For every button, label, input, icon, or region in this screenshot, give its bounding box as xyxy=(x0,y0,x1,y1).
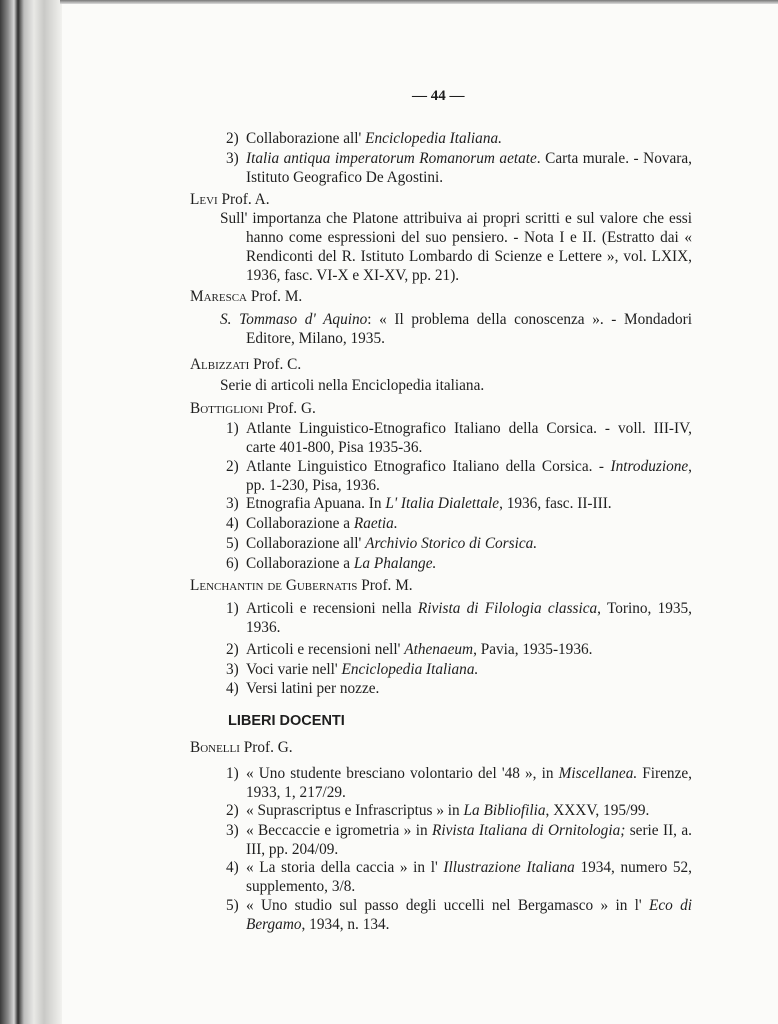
item-number: 3) xyxy=(226,661,239,678)
item-number: 4) xyxy=(226,859,239,876)
italic-title: La Phalange. xyxy=(353,555,437,572)
bibliography-paragraph xyxy=(220,310,692,348)
author-heading xyxy=(190,190,690,209)
italic-title: L' Italia Dialettale xyxy=(385,495,500,512)
bibliography-item xyxy=(226,801,692,820)
author-heading xyxy=(190,738,690,757)
section-heading: LIBERI DOCENTI xyxy=(228,713,345,729)
bibliography-item xyxy=(226,764,692,802)
author-title: Prof. A. xyxy=(217,191,270,208)
italic-title: Raetia. xyxy=(353,515,398,532)
italic-title: Rivista Italiana di Ornitologia; xyxy=(432,822,626,839)
text-segment: , 1934, n. 134. xyxy=(301,916,390,933)
item-number: 3) xyxy=(226,495,239,512)
item-number: 2) xyxy=(226,641,239,658)
author-title: Prof. G. xyxy=(263,400,316,417)
text-segment: , XXXV, 195/99. xyxy=(545,802,650,819)
scan-binding-edge xyxy=(0,0,62,1024)
bibliography-item xyxy=(226,514,692,533)
bibliography-item xyxy=(226,419,692,457)
text-segment: « Uno studio sul passo degli uccelli nel Bergamasco » in l' xyxy=(246,897,649,914)
item-number: 1) xyxy=(226,600,239,617)
bibliography-item xyxy=(226,534,692,553)
italic-title: Introduzione xyxy=(610,458,689,475)
text-segment: 1934, numero 52, supplemento, 3/8. xyxy=(246,859,692,895)
text-segment: , pp. 1-230, Pisa, 1936. xyxy=(246,458,692,494)
bibliography-item xyxy=(226,457,692,495)
author-name: Albizzati xyxy=(190,356,250,373)
scan-top-edge xyxy=(60,0,778,4)
author-title: Prof. M. xyxy=(247,288,303,305)
text-segment: Atlante Linguistico-Etnografico Italiano della Corsica. - voll. III-IV, carte 401-800, Pisa 1935-36. xyxy=(246,420,692,456)
text-segment: Collaborazione all' xyxy=(246,130,366,147)
item-number: 5) xyxy=(226,897,239,914)
text-segment: « Suprascriptus e Infrascriptus » in xyxy=(246,802,464,819)
author-name: Levi xyxy=(190,191,218,208)
text-segment: Voci varie nell' xyxy=(246,661,342,678)
author-heading xyxy=(190,576,690,595)
italic-title: La Bibliofilia xyxy=(463,802,546,819)
italic-title: Rivista di Filologia classica xyxy=(417,600,598,617)
item-number: 1) xyxy=(226,765,239,782)
author-title: Prof. C. xyxy=(249,356,302,373)
italic-title: Italia antiqua imperatorum Romanorum aetate xyxy=(246,150,537,167)
bibliography-item xyxy=(226,858,692,896)
text-segment: , 1936, fasc. II-III. xyxy=(499,495,612,512)
text-segment: , Torino, 1935, 1936. xyxy=(246,600,692,636)
item-number: 5) xyxy=(226,535,239,552)
italic-title: Enciclopedia Italiana. xyxy=(341,661,479,678)
text-segment: « La storia della caccia » in l' xyxy=(246,859,444,876)
page-number: — 44 — xyxy=(412,88,465,104)
author-title: Prof. G. xyxy=(239,739,293,756)
italic-title: Miscellanea. xyxy=(558,765,638,782)
author-name: Maresca xyxy=(190,288,247,305)
italic-title: Enciclopedia Italiana. xyxy=(365,130,502,147)
bibliography-item xyxy=(226,494,692,513)
text-segment: Articoli e recensioni nell' xyxy=(246,641,405,658)
text-segment: Firenze, 1933, 1, 217/29. xyxy=(246,765,692,801)
bibliography-item xyxy=(226,896,692,934)
item-number: 2) xyxy=(226,802,239,819)
bibliography-item xyxy=(226,679,692,698)
item-number: 1) xyxy=(226,420,239,437)
italic-title: S. Tommaso d' Aquino xyxy=(220,311,368,328)
text-segment: Atlante Linguistico Etnografico Italiano della Corsica. - xyxy=(246,458,611,475)
text-segment: Serie di articoli nella Enciclopedia italiana. xyxy=(220,377,485,394)
text-segment: Collaborazione all' xyxy=(246,535,366,552)
text-segment: Sull' importanza che Platone attribuiva ai propri scritti e sul valore che essi hanno come espressioni del suo pensiero. - Nota I e II. (Estratto dai « Rendiconti del R. Istituto Lombardo di Scienze e Lettere », vol. LXIX, 1936, fasc. VI-X e XI-XV, pp. 21). xyxy=(220,210,692,284)
text-segment: Etnografia Apuana. In xyxy=(246,495,386,512)
author-heading xyxy=(190,287,690,306)
text-segment: . Carta murale. - Novara, Istituto Geografico De Agostini. xyxy=(246,150,692,186)
text-segment: « Beccaccie e igrometria » in xyxy=(246,822,432,839)
item-number: 3) xyxy=(226,150,239,167)
text-segment: Articoli e recensioni nella xyxy=(246,600,418,617)
bibliography-paragraph xyxy=(220,209,692,285)
author-name: Lenchantin de Gubernatis xyxy=(190,577,358,594)
item-number: 3) xyxy=(226,822,239,839)
author-name: Bottiglioni xyxy=(190,400,264,417)
bibliography-item xyxy=(226,599,692,637)
bibliography-item xyxy=(226,660,692,679)
text-segment: Versi latini per nozze. xyxy=(246,680,380,697)
text-segment: , Pavia, 1935-1936. xyxy=(473,641,593,658)
item-number: 4) xyxy=(226,515,239,532)
bibliography-item xyxy=(226,554,692,573)
author-title: Prof. M. xyxy=(357,577,413,594)
italic-title: Illustrazione Italiana xyxy=(443,859,575,876)
item-number: 4) xyxy=(226,680,239,697)
text-segment: Collaborazione a xyxy=(246,515,354,532)
author-heading xyxy=(190,399,690,418)
italic-title: Eco di Bergamo xyxy=(246,897,692,933)
bibliography-item xyxy=(226,821,692,859)
author-heading xyxy=(190,355,690,374)
text-segment: : « Il problema della conoscenza ». - Mondadori Editore, Milano, 1935. xyxy=(246,311,692,347)
item-number: 2) xyxy=(226,130,239,147)
bibliography-item xyxy=(226,149,692,187)
item-number: 2) xyxy=(226,458,239,475)
text-segment: Collaborazione a xyxy=(246,555,354,572)
bibliography-item xyxy=(226,129,692,148)
author-name: Bonelli xyxy=(190,739,240,756)
italic-title: Athenaeum xyxy=(404,641,474,658)
bibliography-paragraph xyxy=(220,376,692,395)
item-number: 6) xyxy=(226,555,239,572)
text-segment: « Uno studente bresciano volontario del '48 », in xyxy=(246,765,559,782)
italic-title: Archivio Storico di Corsica. xyxy=(365,535,538,552)
bibliography-item xyxy=(226,640,692,659)
text-segment: serie II, a. III, pp. 204/09. xyxy=(246,822,692,858)
